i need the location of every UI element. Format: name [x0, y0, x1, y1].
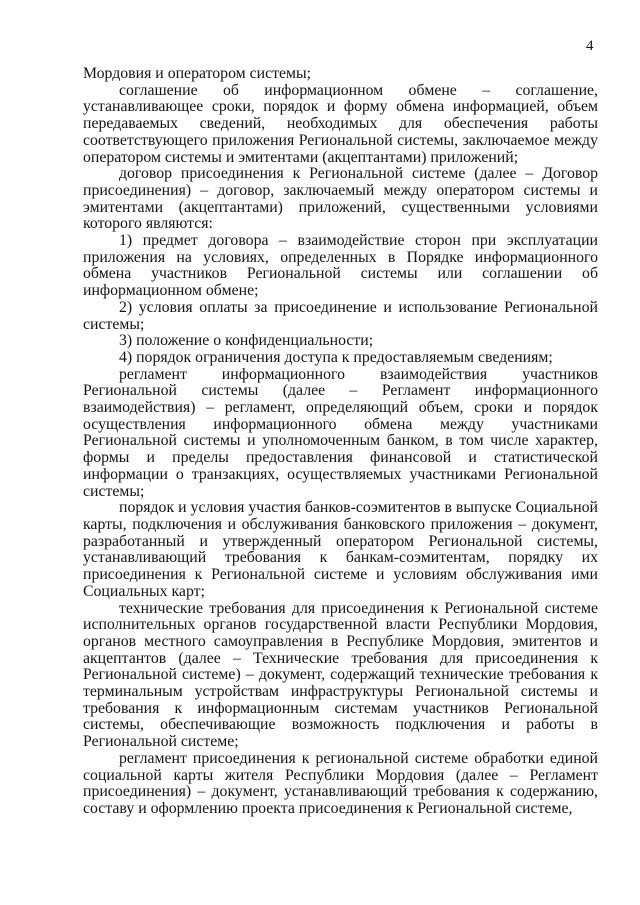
paragraph-definition-co-issuer-procedure: порядок и условия участия банков-соэмитентов в выпуске Социальной карты, подключения и обслуживания банковского приложения – документ, разработанный и утвержденный оператором Региональной системы, устанавливающий требования к банкам-соэмитентам, порядку их присоединения к Региональной системе и условиям обслуживания ими Социальных карт;: [83, 499, 598, 600]
paragraph-definition-interaction-regulation: регламент информационного взаимодействия участников Региональной системы (далее – Регламент информационного взаимодействия) – регламент, определяющий объем, сроки и порядок осуществления информационного обмена между участниками Региональной системы и уполномоченным банком, в том числе характер, формы и пределы предоставления финансовой и статистической информации о транзакциях, осуществляемых участниками Региональной системы;: [83, 365, 598, 500]
paragraph-definition-technical-requirements: технические требования для присоединения к Региональной системе исполнительных органов государственной власти Республики Мордовия, органов местного самоуправления в Республике Мордовия, эмитентов и акцептантов (далее – Технические требования для присоединения к Региональной системе) – документ, содержащий технические требования к терминальным устройствам инфраструктуры Региональной системы и требования к информационным системам участников Региональной системы, обеспечивающие возможность подключения и работы в Региональной системе;: [83, 599, 598, 751]
paragraph-definition-accession-regulation: регламент присоединения к региональной системе обработки единой социальной карты жителя Республики Мордовия (далее – Регламент присоединения) – документ, устанавливающий требования к содержанию, составу и оформлению проекта присоединения к Региональной системе,: [83, 749, 598, 817]
document-body: [83, 66, 598, 818]
paragraph-continuation: Мордовия и оператором системы;: [83, 65, 311, 82]
paragraph-definition-accession-contract: договор присоединения к Региональной системе (далее – Договор присоединения) – договор, заключаемый между оператором системы и эмитентами (акцептантами) приложений, существенными условиями которого являются:: [83, 165, 598, 233]
list-item-4: 4) порядок ограничения доступа к предоставляемым сведениям;: [119, 348, 553, 366]
paragraph-definition-agreement: соглашение об информационном обмене – соглашение, устанавливающее сроки, порядок и форму обмена информацией, объем передаваемых сведений, необходимых для обеспечения работы соответствующего приложения Региональной системы, заключаемое между оператором системы и эмитентами (акцептантами) приложений;: [83, 81, 598, 166]
list-item-3: 3) положение о конфиденциальности;: [119, 332, 374, 350]
list-item-2: 2) условия оплаты за присоединение и использование Региональной системы;: [83, 298, 598, 333]
page-number: 4: [586, 38, 594, 54]
list-item-1: 1) предмет договора – взаимодействие сторон при эксплуатации приложения на условиях, определенных в Порядке информационного обмена участников Региональной системы или соглашении об информационном обмене;: [83, 232, 598, 300]
